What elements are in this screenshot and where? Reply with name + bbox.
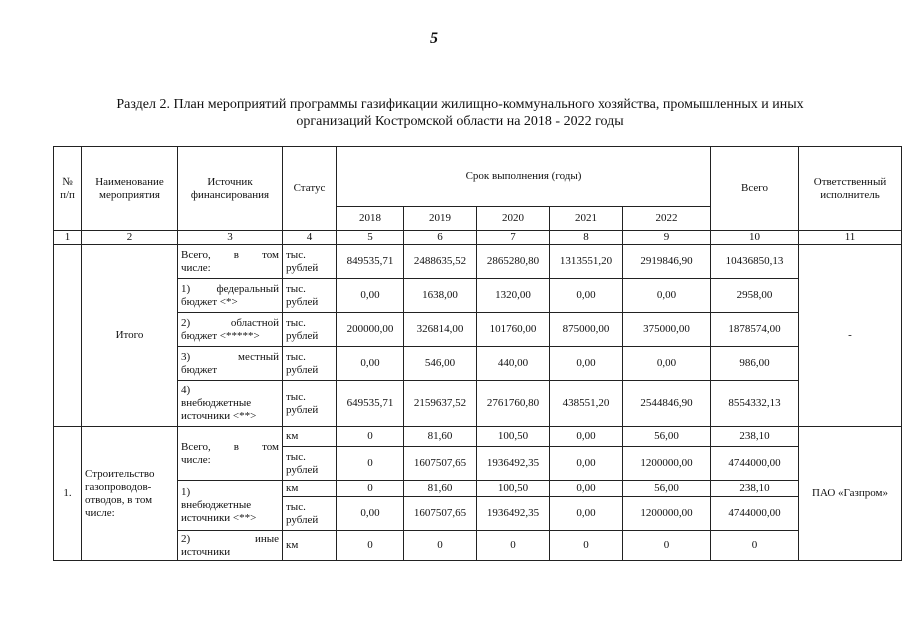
header-year: 2020 bbox=[477, 207, 550, 231]
column-number: 10 bbox=[711, 231, 799, 245]
value-cell: 56,00 bbox=[623, 427, 711, 447]
unit-cell: км bbox=[283, 427, 337, 447]
value-cell: 0,00 bbox=[550, 481, 623, 497]
value-cell: 0 bbox=[623, 531, 711, 561]
itogo-num-cell bbox=[54, 245, 82, 427]
value-cell: 4744000,00 bbox=[711, 447, 799, 481]
value-cell: 1878574,00 bbox=[711, 313, 799, 347]
value-cell: 0 bbox=[337, 481, 404, 497]
value-cell: 0,00 bbox=[550, 427, 623, 447]
value-cell: 0,00 bbox=[550, 279, 623, 313]
header-num: № п/п bbox=[54, 147, 82, 231]
value-cell: 0,00 bbox=[337, 347, 404, 381]
page-number: 5 bbox=[430, 30, 438, 47]
value-cell: 1313551,20 bbox=[550, 245, 623, 279]
value-cell: 81,60 bbox=[404, 427, 477, 447]
value-cell: 849535,71 bbox=[337, 245, 404, 279]
title-line-1: Раздел 2. План мероприятий программы газификации жилищно-коммунального хозяйства, промышленных и иных bbox=[116, 97, 804, 112]
value-cell: 2159637,52 bbox=[404, 381, 477, 427]
value-cell: 1936492,35 bbox=[477, 447, 550, 481]
gasification-plan-table bbox=[53, 146, 902, 561]
header-source: Источник финансирования bbox=[178, 147, 283, 231]
unit-cell: тыс. рублей bbox=[283, 245, 337, 279]
table-row bbox=[54, 279, 902, 313]
source-cell: 1) внебюджетные источники <**> bbox=[178, 481, 283, 531]
value-cell: 2919846,90 bbox=[623, 245, 711, 279]
header-term: Срок выполнения (годы) bbox=[337, 147, 711, 207]
header-total: Всего bbox=[711, 147, 799, 231]
value-cell: 56,00 bbox=[623, 481, 711, 497]
header-name: Наименование мероприятия bbox=[82, 147, 178, 231]
value-cell: 0 bbox=[711, 531, 799, 561]
column-number: 2 bbox=[82, 231, 178, 245]
header-year: 2019 bbox=[404, 207, 477, 231]
itogo-executor: - bbox=[799, 245, 902, 427]
header-executor: Ответственный исполнитель bbox=[799, 147, 902, 231]
table-row bbox=[54, 427, 902, 447]
value-cell: 0,00 bbox=[337, 497, 404, 531]
unit-cell: км bbox=[283, 481, 337, 497]
item1-name: Строительство газопроводов-отводов, в том числе: bbox=[82, 427, 178, 561]
value-cell: 0 bbox=[404, 531, 477, 561]
value-cell: 200000,00 bbox=[337, 313, 404, 347]
source-cell: 2) областной бюджет <*****> bbox=[178, 313, 283, 347]
value-cell: 1638,00 bbox=[404, 279, 477, 313]
value-cell: 0,00 bbox=[337, 279, 404, 313]
table-row bbox=[54, 313, 902, 347]
source-cell: 2) иные источники bbox=[178, 531, 283, 561]
value-cell: 2544846,90 bbox=[623, 381, 711, 427]
unit-cell: тыс. рублей bbox=[283, 313, 337, 347]
column-number: 8 bbox=[550, 231, 623, 245]
value-cell: 1200000,00 bbox=[623, 497, 711, 531]
source-cell: 3) местный бюджет bbox=[178, 347, 283, 381]
column-number: 11 bbox=[799, 231, 902, 245]
header-status: Статус bbox=[283, 147, 337, 231]
value-cell: 986,00 bbox=[711, 347, 799, 381]
value-cell: 1607507,65 bbox=[404, 447, 477, 481]
value-cell: 238,10 bbox=[711, 481, 799, 497]
value-cell: 0 bbox=[477, 531, 550, 561]
column-number: 3 bbox=[178, 231, 283, 245]
value-cell: 2488635,52 bbox=[404, 245, 477, 279]
value-cell: 649535,71 bbox=[337, 381, 404, 427]
table-row bbox=[54, 531, 902, 561]
value-cell: 0,00 bbox=[550, 497, 623, 531]
source-cell: Всего, в том числе: bbox=[178, 427, 283, 481]
title-line-2: организаций Костромской области на 2018 - 2022 годы bbox=[296, 114, 624, 129]
value-cell: 0,00 bbox=[550, 347, 623, 381]
value-cell: 0 bbox=[337, 427, 404, 447]
value-cell: 100,50 bbox=[477, 427, 550, 447]
column-number: 7 bbox=[477, 231, 550, 245]
value-cell: 0 bbox=[337, 531, 404, 561]
source-cell: 1) федеральный бюджет <*> bbox=[178, 279, 283, 313]
value-cell: 0,00 bbox=[623, 279, 711, 313]
value-cell: 1320,00 bbox=[477, 279, 550, 313]
table-row bbox=[54, 245, 902, 279]
value-cell: 10436850,13 bbox=[711, 245, 799, 279]
item1-executor: ПАО «Газпром» bbox=[799, 427, 902, 561]
column-number: 1 bbox=[54, 231, 82, 245]
source-cell: Всего, в том числе: bbox=[178, 245, 283, 279]
header-year: 2018 bbox=[337, 207, 404, 231]
value-cell: 875000,00 bbox=[550, 313, 623, 347]
value-cell: 1936492,35 bbox=[477, 497, 550, 531]
value-cell: 1200000,00 bbox=[623, 447, 711, 481]
value-cell: 238,10 bbox=[711, 427, 799, 447]
value-cell: 101760,00 bbox=[477, 313, 550, 347]
itogo-name: Итого bbox=[82, 245, 178, 427]
column-number: 4 bbox=[283, 231, 337, 245]
value-cell: 375000,00 bbox=[623, 313, 711, 347]
value-cell: 0,00 bbox=[550, 447, 623, 481]
unit-cell: тыс. рублей bbox=[283, 447, 337, 481]
unit-cell: тыс. рублей bbox=[283, 497, 337, 531]
value-cell: 2958,00 bbox=[711, 279, 799, 313]
value-cell: 100,50 bbox=[477, 481, 550, 497]
section-title bbox=[60, 96, 860, 130]
value-cell: 0,00 bbox=[623, 347, 711, 381]
value-cell: 326814,00 bbox=[404, 313, 477, 347]
source-cell: 4) внебюджетные источники <**> bbox=[178, 381, 283, 427]
value-cell: 440,00 bbox=[477, 347, 550, 381]
unit-cell: тыс. рублей bbox=[283, 279, 337, 313]
column-number: 6 bbox=[404, 231, 477, 245]
unit-cell: тыс. рублей bbox=[283, 381, 337, 427]
value-cell: 1607507,65 bbox=[404, 497, 477, 531]
unit-cell: км bbox=[283, 531, 337, 561]
value-cell: 2761760,80 bbox=[477, 381, 550, 427]
header-year: 2021 bbox=[550, 207, 623, 231]
column-number: 5 bbox=[337, 231, 404, 245]
value-cell: 0 bbox=[337, 447, 404, 481]
value-cell: 8554332,13 bbox=[711, 381, 799, 427]
value-cell: 0 bbox=[550, 531, 623, 561]
table-row bbox=[54, 481, 902, 497]
column-number: 9 bbox=[623, 231, 711, 245]
table-row bbox=[54, 347, 902, 381]
value-cell: 438551,20 bbox=[550, 381, 623, 427]
value-cell: 546,00 bbox=[404, 347, 477, 381]
table-row bbox=[54, 381, 902, 427]
header-year: 2022 bbox=[623, 207, 711, 231]
value-cell: 2865280,80 bbox=[477, 245, 550, 279]
item1-num: 1. bbox=[54, 427, 82, 561]
value-cell: 4744000,00 bbox=[711, 497, 799, 531]
value-cell: 81,60 bbox=[404, 481, 477, 497]
unit-cell: тыс. рублей bbox=[283, 347, 337, 381]
